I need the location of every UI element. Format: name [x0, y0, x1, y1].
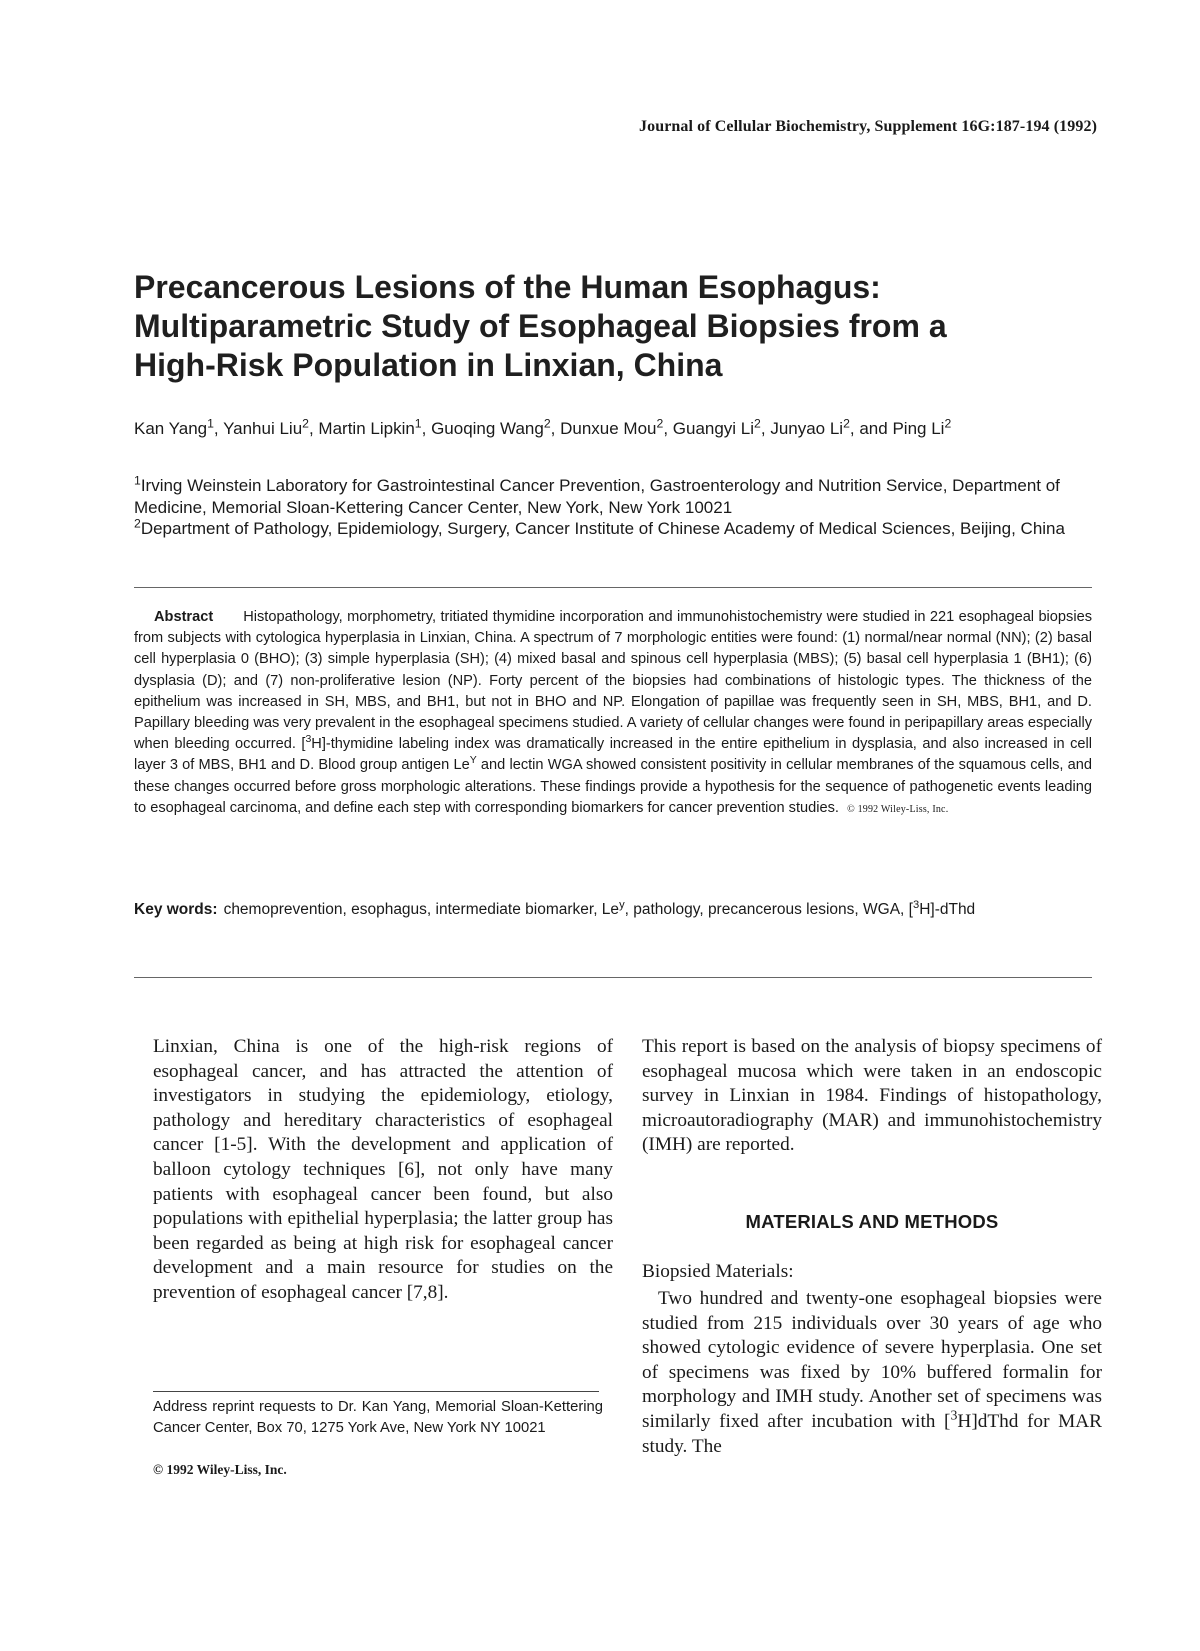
- report-paragraph: This report is based on the analysis of biopsy specimens of esophageal mucosa which were taken in an endoscopic survey in Linxian in 1984. Findings of histopathology, microautoradiography (MAR) and immunohistochemistry (IMH) are reported.: [642, 1036, 1102, 1156]
- author-affiliation-marker: 2: [543, 416, 551, 431]
- author-name: Yanhui Liu: [223, 419, 303, 438]
- keywords-text-1: chemoprevention, esophagus, intermediate biomarker, Le: [223, 901, 620, 918]
- isotope-superscript: 3: [305, 733, 312, 746]
- isotope-superscript: 3: [950, 1408, 958, 1424]
- author-separator: ,: [213, 419, 224, 438]
- subsection-heading: Biopsied Materials:: [642, 1261, 794, 1282]
- author-name: Dunxue Mou: [560, 419, 657, 438]
- antigen-superscript: y: [619, 898, 625, 911]
- isotope-superscript: 3: [912, 898, 920, 911]
- keywords: [134, 899, 1092, 921]
- methods-paragraph: [642, 1287, 1102, 1459]
- affiliation-text: Irving Weinstein Laboratory for Gastrointestinal Cancer Prevention, Gastroenterology and Nutrition Service, Department of Medicine, Memorial Sloan-Kettering Cancer Center, New York, New York 10021: [134, 476, 1060, 517]
- author-separator: ,: [308, 419, 319, 438]
- intro-paragraph: Linxian, China is one of the high-risk regions of esophageal cancer, and has attracted the attention of investigators in studying the epidemiology, etiology, pathology and hereditary characteristics of esophageal cancer [1-5]. With the development and application of balloon cytology techniques [6], not only have many patients with esophageal cancer been found, but also populations with epithelial hyperplasia; the latter group has been regarded as being at high risk for esophageal cancer development and a main resource for studies on the prevention of esophageal cancer [7,8].: [153, 1036, 613, 1303]
- author-separator: ,: [760, 419, 771, 438]
- abstract-text-2: H]-thymidine labeling index was dramatically increased in the entire epithelium in dysplasia, and also increased in cell layer 3 of MBS, BH1 and D. Blood group antigen Le: [134, 736, 1092, 774]
- affiliation-2: [134, 518, 1094, 540]
- methods-text-1: Two hundred and twenty-one esophageal biopsies were studied from 215 individuals over 30 years of age who showed cytologic evidence of severe hyperplasia. One set of specimens was fixed by 10% buffered formalin for morphology and IMH study. Another set of specimens was similarly fixed after incubation with [: [642, 1288, 1102, 1432]
- author-list: [134, 418, 1094, 439]
- author-affiliation-marker: 2: [944, 416, 952, 431]
- affiliation-text: Department of Pathology, Epidemiology, Surgery, Cancer Institute of Chinese Academy of Medical Sciences, Beijing, China: [140, 519, 1065, 538]
- footnote-rule: [153, 1391, 599, 1392]
- keywords-label: Key words:: [134, 901, 218, 918]
- divider-top: [134, 587, 1092, 588]
- author-affiliation-marker: 2: [843, 416, 850, 431]
- affiliation-marker: 1: [134, 473, 141, 488]
- author-name: Guangyi Li: [672, 419, 755, 438]
- keywords-text-3: H]-dThd: [919, 901, 976, 918]
- section-heading: MATERIALS AND METHODS: [745, 1211, 999, 1232]
- author-separator: ,: [550, 419, 561, 438]
- abstract: [134, 607, 1092, 820]
- author-affiliation-marker: 2: [302, 416, 309, 431]
- author-name: Ping Li: [892, 419, 945, 438]
- keywords-text-2: , pathology, precancerous lesions, WGA, [: [624, 901, 913, 918]
- journal-citation: Journal of Cellular Biochemistry, Supplement 16G:187-194 (1992): [639, 118, 1097, 135]
- title-line-2: Multiparametric Study of Esophageal Biopsies from a: [134, 308, 947, 344]
- abstract-label: Abstract: [154, 609, 214, 625]
- abstract-copyright: © 1992 Wiley-Liss, Inc.: [847, 803, 949, 815]
- article-title: [134, 268, 1074, 385]
- divider-bottom: [134, 977, 1092, 978]
- methods-text-2: H]dThd for MAR study. The: [642, 1410, 1102, 1457]
- author-affiliation-marker: 1: [207, 416, 214, 431]
- author-affiliation-marker: 2: [754, 416, 761, 431]
- affiliation-1: [134, 475, 1094, 518]
- author-separator: ,: [663, 419, 673, 438]
- author-affiliation-marker: 1: [414, 416, 422, 431]
- author-affiliation-marker: 2: [656, 416, 664, 431]
- title-line-1: Precancerous Lesions of the Human Esophagus:: [134, 269, 881, 305]
- author-separator: , and: [849, 419, 893, 438]
- author-name: Guoqing Wang: [431, 419, 544, 438]
- title-line-3: High-Risk Population in Linxian, China: [134, 347, 723, 383]
- reprint-footnote: Address reprint requests to Dr. Kan Yang, Memorial Sloan-Kettering Cancer Center, Box 70, 1275 York Ave, New York NY 10021: [153, 1399, 603, 1436]
- footnote-copyright: © 1992 Wiley-Liss, Inc.: [153, 1462, 287, 1477]
- abstract-text-1: Histopathology, morphometry, tritiated thymidine incorporation and immunohistochemistry were studied in 221 esophageal biopsies from subjects with cytologica hyperplasia in Linxian, China. A spectrum of 7 morphologic entities were found: (1) normal/near normal (NN); (2) basal cell hyperplasia 0 (BHO); (3) simple hyperplasia (SH); (4) mixed basal and spinous cell hyperplasia (MBS); (5) basal cell hyperplasia 1 (BH1); (6) dysplasia (D); and (7) non-proliferative lesion (NP). Forty percent of the biopsies had combinations of histologic types. The thickness of the epithelium was increased in SH, MBS, and BH1, but not in BHO and NP. Elongation of papillae was frequently seen in SH, MBS, BH1, and D. Papillary bleeding was very prevalent in the esophageal specimens studied. A variety of cellular changes were found in peripapillary areas especially when bleeding occurred. [: [134, 609, 1092, 753]
- author-name: Kan Yang: [134, 419, 208, 438]
- abstract-text-3: and lectin WGA showed consistent positivity in cellular membranes of the squamous cells, and these changes occurred before gross morphologic alterations. These findings provide a hypothesis for the sequence of pathogenetic events leading to esophageal carcinoma, and define each step with corresponding biomarkers for cancer prevention studies.: [134, 757, 1092, 816]
- author-name: Martin Lipkin: [318, 419, 415, 438]
- affiliations: [134, 475, 1094, 540]
- affiliation-marker: 2: [134, 516, 141, 531]
- antigen-superscript: Y: [469, 754, 477, 767]
- author-name: Junyao Li: [770, 419, 844, 438]
- author-separator: ,: [421, 419, 432, 438]
